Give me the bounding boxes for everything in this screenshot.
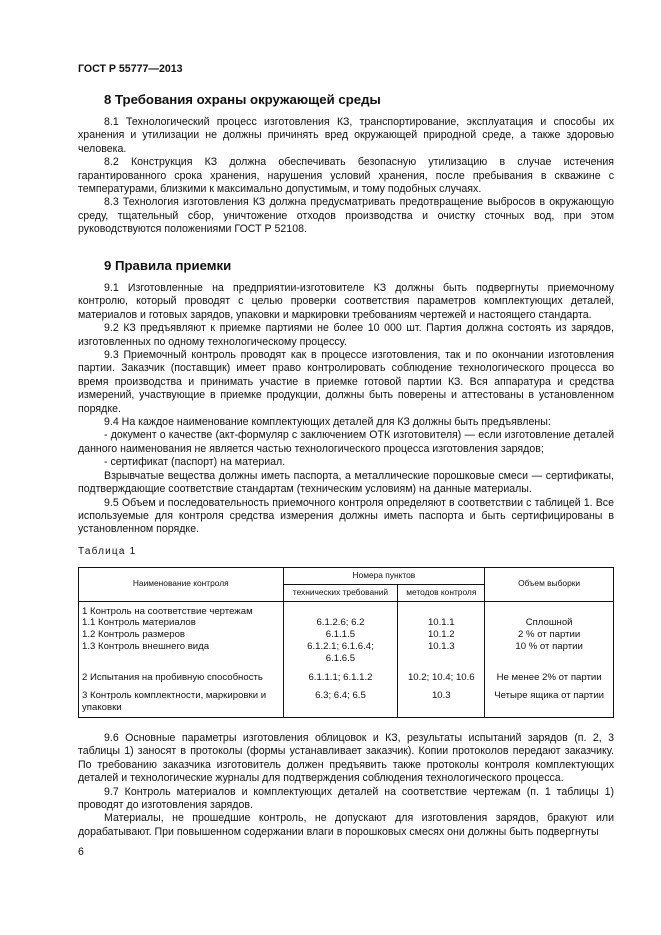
header-control-name: Наименование контроля: [79, 568, 284, 602]
post-table-body: [78, 732, 614, 839]
cell-sample: Не менее 2% от партии: [485, 665, 614, 684]
paragraph-8-1: 8.1 Технологический процесс изготовления КЗ, транспортирование, эксплуатация и способы их хранения и утилизации не должны причинять вред окружающей природной среде, а также здоровью человека.: [78, 116, 614, 155]
table-row: [79, 665, 614, 684]
cell-name: 1 Контроль на соответствие чертежам: [79, 601, 284, 617]
cell-method: 10.2; 10.4; 10.6: [398, 665, 485, 684]
page-number: 6: [78, 846, 84, 858]
cell-tech: 6.1.1.5: [283, 629, 398, 641]
acceptance-control-table: [78, 567, 614, 718]
header-sample-size: Объем выборки: [485, 568, 614, 602]
section-8-title: 8 Требования охраны окружающей среды: [104, 92, 381, 107]
paragraph-9-7: 9.7 Контроль материалов и комплектующих деталей на соответствие чертежам (п. 1 таблицы 1) проводят до изготовления зарядов.: [78, 785, 614, 812]
paragraph-8-2: 8.2 Конструкция КЗ должна обеспечивать безопасную утилизацию в случае истечения гарантированного срока хранения, нарушения условий хранения, после пребывания в скважине с температурами, близкими к максимально допустимым, и тому подобных случаях.: [78, 156, 614, 196]
paragraph-9-7-cont: Материалы, не прошедшие контроль, не допускают для изготовления зарядов, бракуют или дорабатывают. При повышенном содержании влаги в порошковых смесях они должны быть подвергнуты: [78, 812, 614, 838]
cell-name: 1.1 Контроль материалов: [79, 617, 284, 629]
header-tech-requirements: технических требований: [283, 584, 398, 601]
paragraph-9-4: 9.4 На каждое наименование комплектующих деталей для КЗ должны быть предъявлены:: [104, 416, 551, 429]
section-9-body: [78, 282, 614, 537]
paragraph-9-1: 9.1 Изготовленные на предприятии-изготовителе КЗ должны быть подвергнуты приемочному контролю, который проводят с целью проверки соответствия параметров комплектующих деталей, материалов и готовых зарядов, упаковки и маркировки требованиям чертежей и настоящего стандарта.: [78, 282, 614, 321]
cell-sample: 10 % от партии: [485, 641, 614, 665]
table-row: [79, 641, 614, 665]
cell-sample: Сплошной: [485, 617, 614, 629]
cell-tech: 6.1.2.6; 6.2: [283, 617, 398, 629]
paragraph-9-2: 9.2 КЗ предъявляют к приемке партиями не более 10 000 шт. Партия должна состоять из зарядов, изготовленных по одному технологическому процессу.: [78, 322, 614, 348]
cell-name: 1.3 Контроль внешнего вида: [79, 641, 284, 665]
cell-method: 10.1.1: [398, 617, 485, 629]
cell-tech: 6.1.2.1; 6.1.6.4; 6.1.6.5: [283, 641, 398, 665]
paragraph-9-4-item-1: - документ о качестве (акт-формуляр с заключением ОТК изготовителя) — если изготовление деталей данного наименования не является частью технологического процесса изготовления зарядов;: [78, 429, 614, 455]
cell-tech: 6.3; 6.4; 6.5: [283, 683, 398, 717]
cell-method: 10.1.3: [398, 641, 485, 665]
paragraph-9-3: 9.3 Приемочный контроль проводят как в процессе изготовления, так и по окончании изготовления партии. Заказчик (поставщик) имеет право контролировать соблюдение технологического процесса во время производства и принимать участие в приемке готовой партии КЗ. Вся аппаратура и средства измерений, участвующие в приемке продукции, должны быть поверены и аттестованы в установленном порядке.: [78, 349, 614, 415]
cell-tech: 6.1.1.1; 6.1.1.2: [283, 665, 398, 684]
cell-name: 3 Контроль комплектности, маркировки и упаковки: [79, 683, 284, 717]
cell-method: [398, 601, 485, 617]
paragraph-9-5: 9.5 Объем и последовательность приемочного контроля определяют в соответствии с таблицей 1. Все используемые для контроля средства измерения должны иметь паспорта и быть сертифицированы в установленном порядке.: [78, 496, 614, 536]
table-row: [79, 629, 614, 641]
cell-method: 10.1.2: [398, 629, 485, 641]
section-8-body: [78, 116, 614, 237]
cell-sample: 2 % от партии: [485, 629, 614, 641]
header-points-group: Номера пунктов: [283, 568, 485, 585]
paragraph-9-6: 9.6 Основные параметры изготовления облицовок и КЗ, результаты испытаний зарядов (п. 2, 3 таблицы 1) заносят в протоколы (формы устанавливает заказчик). Копии протоколов передают заказчику. По требованию заказчика изготовитель должен предъявить также протоколы контроля комплектующих деталей и технологические журналы для подтверждения соблюдения технологического процесса.: [78, 732, 614, 785]
cell-tech: [283, 601, 398, 617]
paragraph-9-4-note: Взрывчатые вещества должны иметь паспорта, а металлические порошковые смеси — сертификаты, подтверждающие соответствие стандартам (техническим условиям) на данные материалы.: [78, 469, 614, 496]
cell-sample: Четыре ящика от партии: [485, 683, 614, 717]
cell-sample: [485, 601, 614, 617]
document-header: ГОСТ Р 55777—2013: [78, 63, 183, 75]
cell-name: 1.2 Контроль размеров: [79, 629, 284, 641]
table-row: [79, 683, 614, 717]
table-caption: Таблица 1: [78, 546, 137, 557]
cell-method: 10.3: [398, 683, 485, 717]
paragraph-9-4-item-2: - сертификат (паспорт) на материал.: [104, 456, 286, 469]
section-9-title: 9 Правила приемки: [104, 258, 232, 273]
paragraph-8-3: 8.3 Технология изготовления КЗ должна предусматривать предотвращение выбросов в окружающую среду, тщательный сбор, уничтожение отходов производства и очистку сточных вод, при этом руководствуются положениями ГОСТ Р 52108.: [78, 196, 614, 236]
cell-name: 2 Испытания на пробивную способность: [79, 665, 284, 684]
table-row: [79, 617, 614, 629]
header-control-methods: методов контроля: [398, 584, 485, 601]
table-row: [79, 601, 614, 617]
